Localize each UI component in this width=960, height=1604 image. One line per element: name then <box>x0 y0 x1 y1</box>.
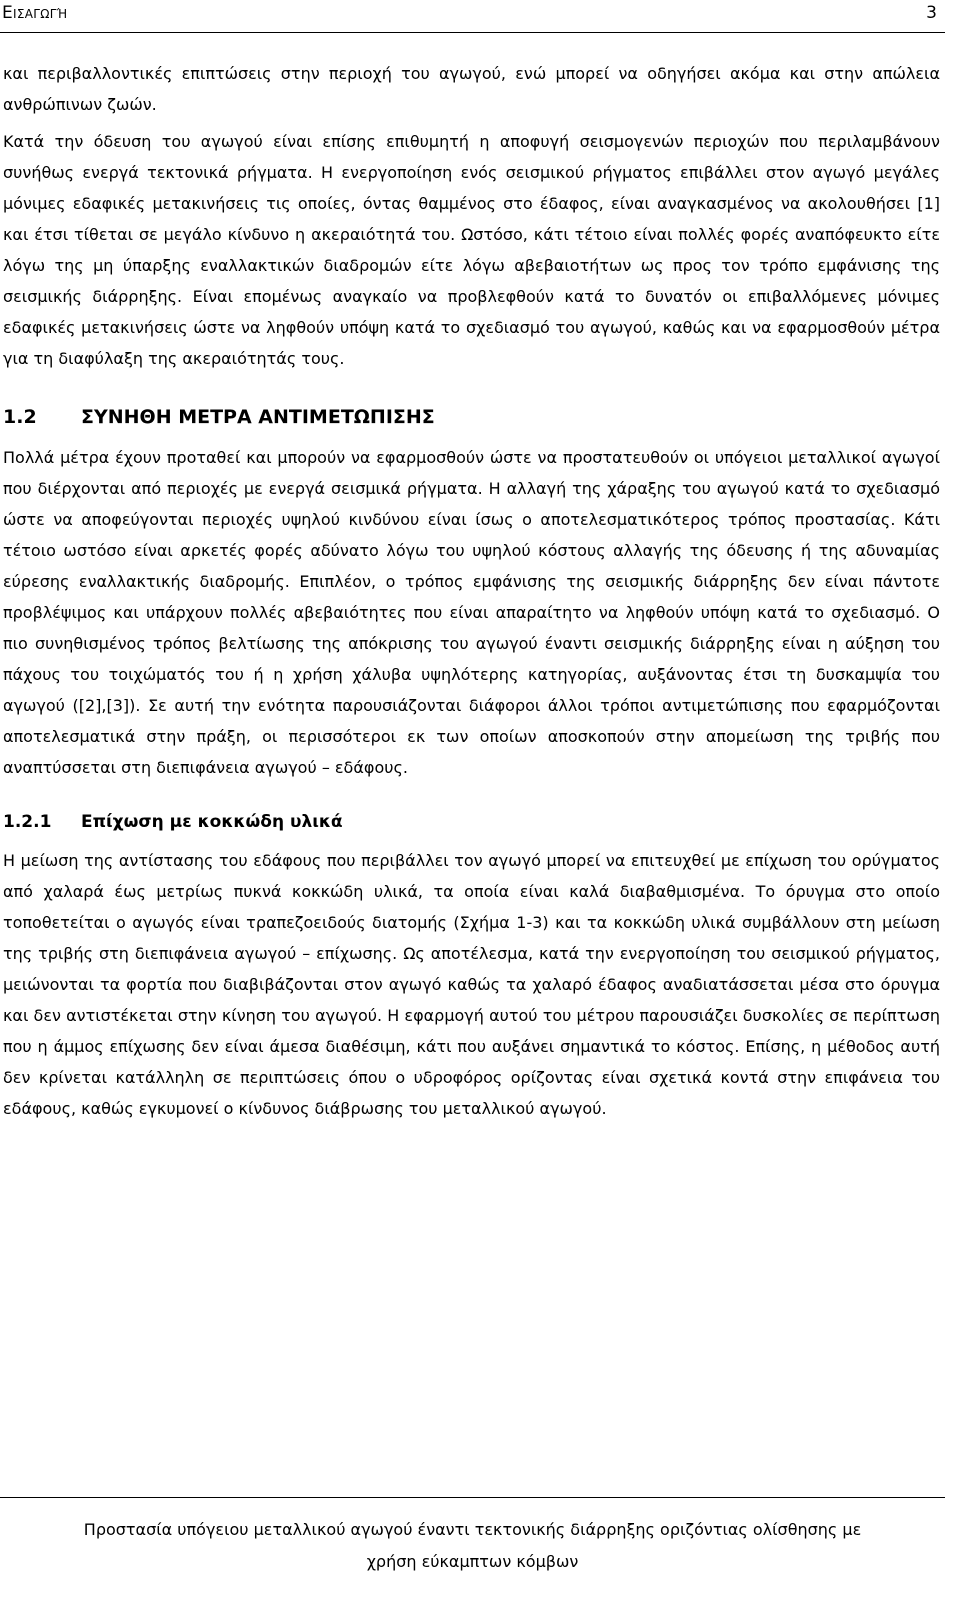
body-paragraph: Πολλά μέτρα έχουν προταθεί και μπορούν να εφαρμοσθούν ώστε να προστατευθούν οι υπόγειοι μεταλλικοί αγωγοί που διέρχονται από περιοχές με ενεργά σεισμικά ρήγματα. Η αλλαγή της χάραξης του αγωγού κατά το σχεδιασμό ώστε να αποφεύγονται περιοχές υψηλού κινδύνου είναι ίσως ο αποτελεσματικότερος τρόπος προστασίας. Κάτι τέτοιο ωστόσο είναι αρκετές φορές αδύνατο λόγω του υψηλού κόστους αλλαγής της όδευσης ή της αδυναμίας εύρεσης εναλλακτικής διαδρομής. Επιπλέον, ο τρόπος εμφάνισης της σεισμικής διάρρηξης δεν είναι πάντοτε προβλέψιμος και υπάρχουν πολλές αβεβαιότητες που είναι απαραίτητο να ληφθούν υπόψη κατά το σχεδιασμό. Ο πιο συνηθισμένος τρόπος βελτίωσης της απόκρισης του αγωγού έναντι σεισμικής διάρρηξης είναι η αύξηση του πάχους του τοιχώματός του ή η χρήση χάλυβα υψηλότερης κατηγορίας, αυξάνοντας έτσι τη δυσκαμψία του αγωγού ([2],[3]). Σε αυτή την ενότητα παρουσιάζονται διάφοροι άλλοι τρόποι αντιμετώπισης που εφαρμόζονται αποτελεσματικά στην πράξη, οι περισσότεροι εκ των οποίων αποσκοπούν στην απομείωση της τριβής που αναπτύσσεται στη διεπιφάνεια αγωγού – εδάφους. <box>3 448 940 777</box>
section-number: 1.2 <box>3 406 37 428</box>
footer-line: χρήση εύκαμπτων κόμβων <box>366 1552 579 1571</box>
subsection-number: 1.2.1 <box>3 812 52 832</box>
page-number: 3 <box>926 3 937 23</box>
subsection-title: Επίχωση με κοκκώδη υλικά <box>81 812 343 832</box>
body-paragraph: Η μείωση της αντίστασης του εδάφους που περιβάλλει τον αγωγό μπορεί να επιτευχθεί με επίχωση του ορύγματος από χαλαρά έως μετρίως πυκνά κοκκώδη υλικά, τα οποία είναι καλά διαβαθμισμένα. Το όρυγμα στο οποίο τοποθετείται ο αγωγός είναι τραπεζοειδούς διατομής (Σχήμα 1-3) και τα κοκκώδη υλικά συμβάλλουν στη μείωση της τριβής στη διεπιφάνεια αγωγού – επίχωσης. Ως αποτέλεσμα, κατά την ενεργοποίηση του σεισμικού ρήγματος, μειώνονται τα φορτία που διαβιβάζονται στον αγωγό καθώς τα χαλαρό έδαφος αναδιατάσσεται μέσα στο όρυγμα και δεν αντιστέκεται στην κίνηση του αγωγού. Η εφαρμογή αυτού του μέτρου παρουσιάζει δυσκολίες σε περίπτωση που η άμμος επίχωσης δεν είναι άμεσα διαθέσιμη, κάτι που αυξάνει σημαντικά το κόστος. Επίσης, η μέθοδος αυτή δεν κρίνεται κατάλληλη σε περιπτώσεις όπου ο υδροφόρος ορίζοντας είναι σχετικά κοντά στην επιφάνεια του εδάφους, καθώς εγκυμονεί ο κίνδυνος διάβρωσης του μεταλλικού αγωγού. <box>3 851 940 1118</box>
footer-line: Προστασία υπόγειου μεταλλικού αγωγού έναντι τεκτονικής διάρρηξης οριζόντιας ολίσθησης με <box>83 1520 862 1539</box>
footer-divider <box>0 1497 945 1498</box>
running-footer <box>0 1514 945 1578</box>
subsection-heading <box>3 807 940 837</box>
body-paragraph: και περιβαλλοντικές επιπτώσεις στην περιοχή του αγωγού, ενώ μπορεί να οδηγήσει ακόμα και στην απώλεια ανθρώπινων ζωών. <box>3 64 940 114</box>
running-header <box>0 0 945 33</box>
section-heading <box>3 402 940 432</box>
header-section-title: Εισαγωγή <box>2 3 68 23</box>
body-paragraph: Κατά την όδευση του αγωγού είναι επίσης επιθυμητή η αποφυγή σεισμογενών περιοχών που περιλαμβάνουν συνήθως ενεργά τεκτονικά ρήγματα. Η ενεργοποίηση ενός σεισμικού ρήγματος επιβάλλει στον αγωγό μεγάλες μόνιμες εδαφικές μετακινήσεις τις οποίες, όντας θαμμένος στο έδαφος, είναι αναγκασμένος να ακολουθήσει [1] και έτσι τίθεται σε μεγάλο κίνδυνο η ακεραιότητά του. Ωστόσο, κάτι τέτοιο είναι πολλές φορές αναπόφευκτο είτε λόγω της μη ύπαρξης εναλλακτικών διαδρομών είτε λόγω αβεβαιοτήτων ως προς τον τρόπο εμφάνισης της σεισμικής διάρρηξης. Είναι επομένως αναγκαίο να προβλεφθούν κατά το δυνατόν οι επιβαλλόμενες μόνιμες εδαφικές μετακινήσεις ώστε να ληφθούν υπόψη κατά το σχεδιασμό του αγωγού, καθώς και να εφαρμοσθούν μέτρα για τη διαφύλαξη της ακεραιότητάς τους. <box>3 132 940 368</box>
page-body <box>3 58 940 1124</box>
section-title: ΣΥΝΗΘΗ ΜΕΤΡΑ ΑΝΤΙΜΕΤΩΠΙΣΗΣ <box>81 406 435 428</box>
